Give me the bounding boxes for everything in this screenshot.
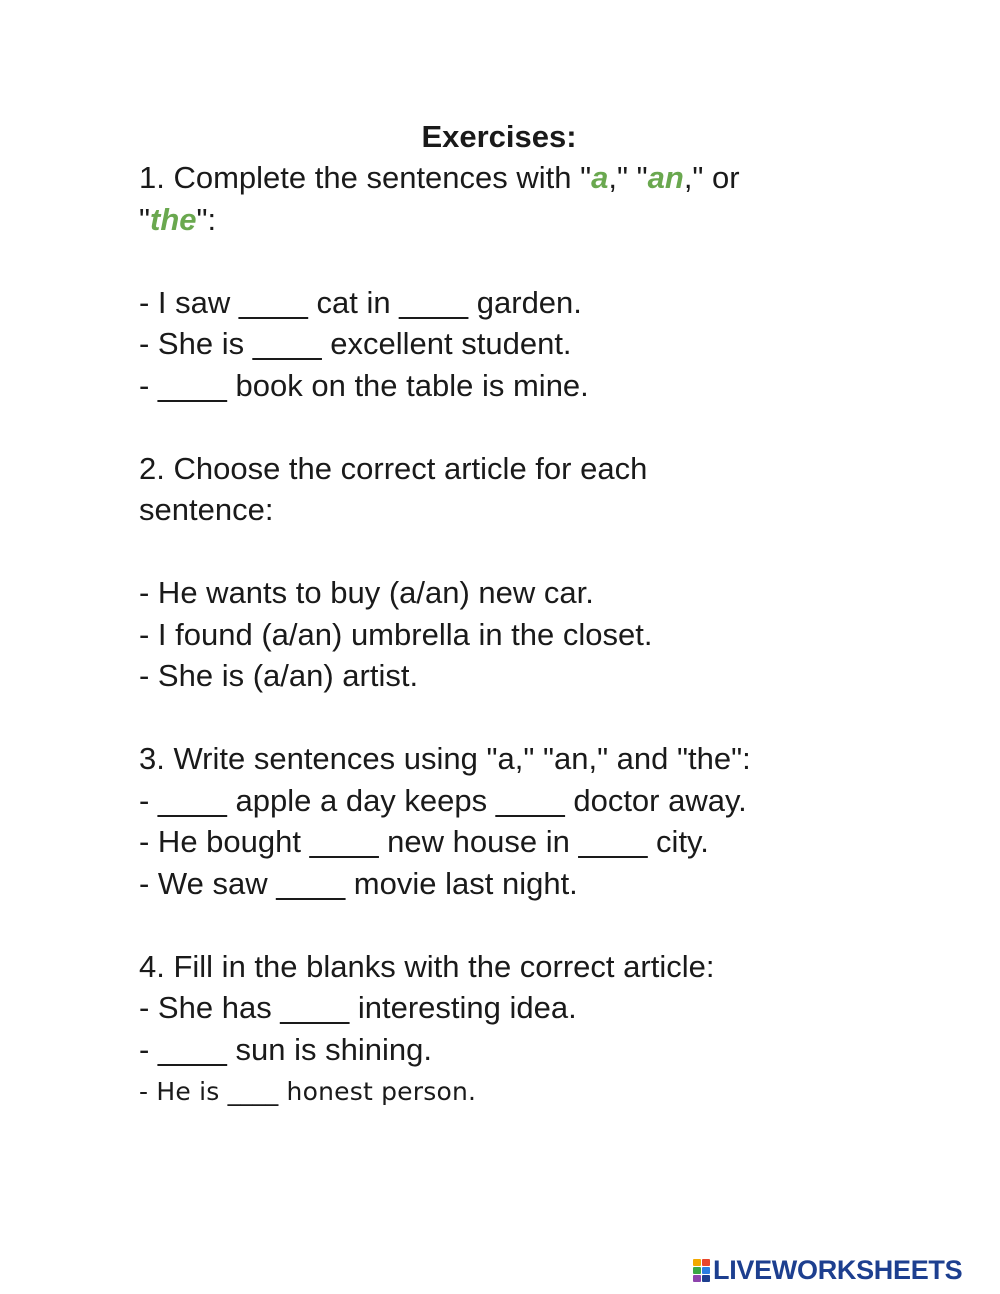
- exercise-item: - We saw ____ movie last night.: [139, 865, 578, 901]
- exercise-1-heading: 1. Complete the sentences with "a," "an," or: [139, 160, 740, 195]
- article-the: the: [150, 201, 197, 237]
- exercise-item: - She is ____ excellent student.: [139, 326, 572, 361]
- exercise-item: - He wants to buy (a/an) new car.: [139, 575, 594, 610]
- exercise-item: - He bought ____ new house in ____ city.: [139, 824, 709, 859]
- logo-icon: [692, 1258, 710, 1282]
- exercise-4-heading: 4. Fill in the blanks with the correct article:: [139, 948, 715, 984]
- article-an: an: [647, 160, 684, 195]
- exercise-item: - ____ apple a day keeps ____ doctor away.: [139, 782, 747, 818]
- exercise-item: - ____ book on the table is mine.: [139, 367, 589, 403]
- page-title: Exercises:: [421, 119, 577, 154]
- article-a: a: [591, 160, 609, 195]
- exercise-item: - He is ____ honest person.: [139, 1077, 477, 1106]
- worksheet-page: [139, 116, 899, 1114]
- exercise-item: - She has ____ interesting idea.: [139, 990, 577, 1025]
- liveworksheets-logo: [692, 1255, 962, 1285]
- exercise-2-heading: 2. Choose the correct article for each: [139, 450, 648, 486]
- exercise-item: - I found (a/an) umbrella in the closet.: [139, 616, 653, 652]
- exercise-2-heading-cont: sentence:: [139, 492, 274, 527]
- exercise-item: - ____ sun is shining.: [139, 1031, 432, 1067]
- exercise-3-heading: 3. Write sentences using "a," "an," and "the":: [139, 741, 751, 776]
- exercise-1-heading-cont: "the":: [139, 201, 217, 237]
- logo-text: LIVEWORKSHEETS: [713, 1254, 963, 1285]
- exercise-item: - She is (a/an) artist.: [139, 658, 419, 693]
- exercise-item: - I saw ____ cat in ____ garden.: [139, 284, 582, 320]
